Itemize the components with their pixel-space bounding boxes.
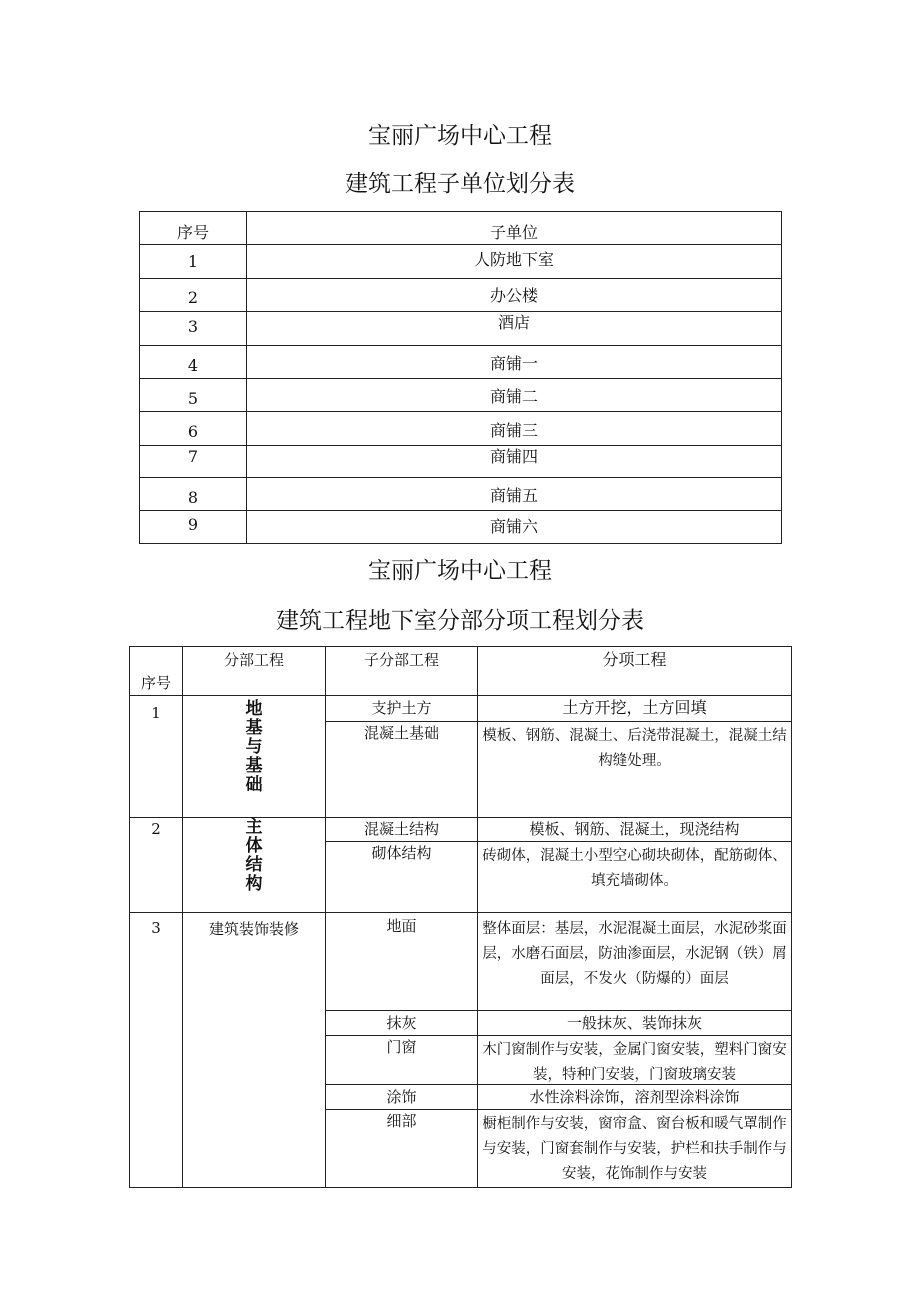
- table-row: [140, 279, 782, 312]
- table-row: [140, 346, 782, 379]
- division-char: 体: [245, 836, 263, 856]
- items-cell: 模板、钢筋、混凝土、后浇带混凝土，混凝土结构缝处理。: [478, 722, 792, 818]
- division-char: 构: [245, 874, 263, 894]
- header-items: 分项工程: [478, 647, 792, 696]
- row-sub-unit: 商铺一: [247, 346, 782, 379]
- group-no: 3: [130, 913, 183, 1188]
- items-cell: [478, 1036, 792, 1085]
- division-cell: [183, 818, 326, 913]
- division-table: [129, 646, 792, 1188]
- header-no: 序号: [140, 212, 247, 245]
- table2-title: 建筑工程地下室分部分项工程划分表: [276, 608, 644, 634]
- project-title: 宝丽广场中心工程: [368, 558, 552, 584]
- table-row: [140, 511, 782, 544]
- header-subdivision: 子分部工程: [326, 647, 478, 696]
- table1-title: 建筑工程子单位划分表: [345, 171, 575, 197]
- row-no: 6: [140, 412, 247, 446]
- subdivision-cell: 门窗: [326, 1036, 478, 1085]
- group-no: 1: [130, 696, 183, 818]
- division-char: 基: [245, 718, 263, 738]
- division-cell: [183, 696, 326, 818]
- division-char: 地: [245, 699, 263, 719]
- table-row: [140, 412, 782, 446]
- row-no: 9: [140, 511, 247, 544]
- row-no: 8: [140, 478, 247, 511]
- row-no: 3: [140, 312, 247, 346]
- header-no: 序号: [130, 647, 183, 696]
- division-char: 主: [245, 817, 263, 837]
- division-char: 基: [245, 756, 263, 776]
- header-division: 分部工程: [183, 647, 326, 696]
- items-text: 木门窗制作与安装，金属门窗安装，塑料门窗安装，特种门安装，门窗玻璃安装: [482, 1042, 787, 1083]
- row-sub-unit: 商铺六: [247, 511, 782, 544]
- group-no: 2: [130, 818, 183, 913]
- row-no: 7: [140, 446, 247, 478]
- row-no: 1: [140, 245, 247, 279]
- row-no: 2: [140, 279, 247, 312]
- header-sub-unit: 子单位: [247, 212, 782, 245]
- row-no: 4: [140, 346, 247, 379]
- row-sub-unit: 商铺四: [247, 446, 782, 478]
- subdivision-cell: 抹灰: [326, 1011, 478, 1036]
- subdivision-cell: 地面: [326, 913, 478, 1011]
- table-header-row: [140, 212, 782, 245]
- subdivision-cell: 涂饰: [326, 1085, 478, 1110]
- row-sub-unit: 人防地下室: [247, 245, 782, 279]
- row-sub-unit: 办公楼: [247, 279, 782, 312]
- subdivision-cell: 支护土方: [326, 696, 478, 722]
- subdivision-cell: 砌体结构: [326, 842, 478, 913]
- row-sub-unit: 商铺二: [247, 379, 782, 412]
- subdivision-cell: 细部: [326, 1110, 478, 1188]
- items-cell: 整体面层：基层，水泥混凝土面层，水泥砂浆面层，水磨石面层，防油渗面层，水泥钢（铁）屑面层，不发火（防爆的）面层: [478, 913, 792, 1011]
- row-no: 5: [140, 379, 247, 412]
- table-row: [130, 818, 792, 842]
- table-row: [140, 379, 782, 412]
- subdivision-cell: 混凝土结构: [326, 818, 478, 842]
- items-cell: 橱柜制作与安装，窗帘盒、窗台板和暖气罩制作与安装，门窗套制作与安装，护栏和扶手制作与安装，花饰制作与安装: [478, 1110, 792, 1188]
- table-row: [140, 446, 782, 478]
- subdivision-cell: 混凝土基础: [326, 722, 478, 818]
- table-row: [140, 478, 782, 511]
- division-char: 与: [245, 737, 263, 757]
- items-cell: 模板、钢筋、混凝土，现浇结构: [478, 818, 792, 842]
- items-cell: 一般抹灰、装饰抹灰: [478, 1011, 792, 1036]
- items-cell: 土方开挖，土方回填: [478, 696, 792, 722]
- division-char: 础: [245, 775, 263, 795]
- row-sub-unit: 商铺三: [247, 412, 782, 446]
- row-sub-unit: 商铺五: [247, 478, 782, 511]
- table-row: [130, 913, 792, 1011]
- project-title: 宝丽广场中心工程: [368, 123, 552, 149]
- table-row: [130, 696, 792, 722]
- items-cell: 水性涂料涂饰，溶剂型涂料涂饰: [478, 1085, 792, 1110]
- table-header-row: [130, 647, 792, 696]
- division-char: 结: [245, 855, 263, 875]
- table-row: [140, 245, 782, 279]
- sub-unit-table: [139, 211, 782, 544]
- row-sub-unit: 酒店: [247, 312, 782, 346]
- table-row: [140, 312, 782, 346]
- items-cell: 砖砌体，混凝土小型空心砌块砌体，配筋砌体、填充墙砌体。: [478, 842, 792, 913]
- division-cell: 建筑装饰装修: [183, 913, 326, 1188]
